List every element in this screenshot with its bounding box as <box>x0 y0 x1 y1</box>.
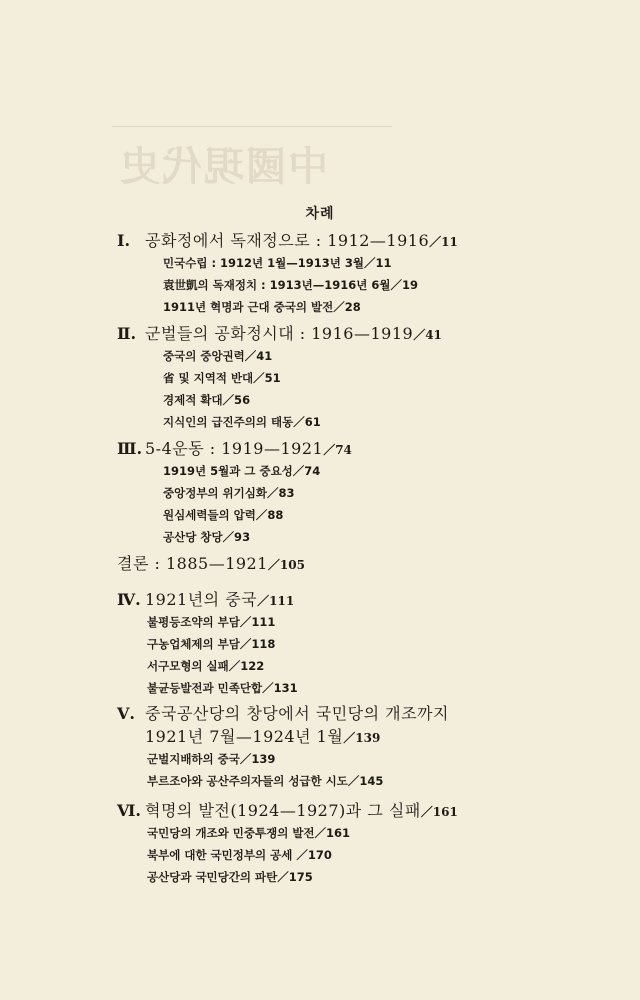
faded-stamp <box>112 126 392 193</box>
section-page: ／161 <box>314 826 351 840</box>
section-item <box>117 866 610 888</box>
section-item <box>117 633 610 655</box>
section-title: 省 및 지역적 반대 <box>163 371 254 385</box>
section-item <box>117 526 610 548</box>
section-title: 불균등발전과 민족단합 <box>147 681 263 695</box>
section-item <box>117 345 610 367</box>
section-title: 구농업체제의 부담 <box>147 637 240 651</box>
section-item <box>117 482 610 504</box>
chapter-1 <box>117 231 610 318</box>
chapter-3 <box>117 439 610 548</box>
section-title: 경제적 확대 <box>163 393 223 407</box>
section-page: ／175 <box>277 870 313 884</box>
section-page: ／131 <box>262 681 298 695</box>
section-item <box>117 252 610 274</box>
section-page: ／19 <box>390 278 419 292</box>
chapter-5 <box>117 704 610 792</box>
section-title: 서구모형의 실패 <box>147 659 229 673</box>
chapter-page: ／111 <box>257 594 295 608</box>
section-page: ／11 <box>364 256 392 270</box>
chapter-title: 결론 : 1885—1921 <box>117 554 268 573</box>
chapter-number: Ⅴ. <box>117 704 135 723</box>
chapter-page: ／11 <box>429 235 458 249</box>
section-item <box>117 822 610 844</box>
chapter-heading <box>117 704 610 724</box>
section-item <box>117 611 610 633</box>
chapter-heading <box>117 554 610 575</box>
section-page: ／61 <box>293 415 321 429</box>
chapter-page: ／105 <box>267 558 305 572</box>
section-title: 袁世凱의 독재정치 : 1913년—1916년 6월 <box>163 278 391 292</box>
section-title: 중앙정부의 위기심화 <box>163 486 267 500</box>
section-page: ／51 <box>253 371 281 385</box>
section-item <box>117 655 610 677</box>
chapter-heading-continued <box>117 727 610 748</box>
chapter-title: 1921년의 중국 <box>145 590 258 609</box>
section-title: 1911년 혁명과 근대 중국의 발전 <box>163 300 334 314</box>
section-item <box>117 296 610 318</box>
section-page: ／28 <box>333 300 361 314</box>
chapter-number: Ⅲ. <box>117 439 143 458</box>
section-title: 북부에 대한 국민정부의 공세 <box>147 848 297 862</box>
chapter-title: 중국공산당의 창당에서 국민당의 개조까지 <box>145 704 449 723</box>
section-page: ／111 <box>239 615 276 629</box>
section-item <box>117 844 610 866</box>
chapter-title: 군벌들의 공화정시대 : 1916—1919 <box>145 324 414 343</box>
chapter-heading <box>117 590 610 611</box>
section-title: 원심세력들의 압력 <box>163 508 256 522</box>
section-page: ／122 <box>228 659 265 673</box>
section-title: 국민당의 개조와 민중투쟁의 발전 <box>147 826 315 840</box>
section-item <box>117 770 610 792</box>
chapter-6 <box>117 801 610 888</box>
section-title: 민국수립 : 1912년 1월—1913년 3월 <box>163 256 365 270</box>
section-title: 군벌지배하의 중국 <box>147 752 240 766</box>
section-title: 공산당 창당 <box>163 530 223 544</box>
chapter-number: Ⅱ. <box>117 324 137 343</box>
section-item <box>117 504 610 526</box>
chapter-2 <box>117 324 610 433</box>
section-page: ／93 <box>222 530 251 544</box>
section-item <box>117 411 610 433</box>
section-title: 부르조아와 공산주의자들의 성급한 시도 <box>147 774 348 788</box>
section-page: ／139 <box>239 752 276 766</box>
chapter-number: Ⅳ. <box>117 590 141 609</box>
section-page: ／170 <box>296 848 332 862</box>
chapter-number: I. <box>117 231 131 250</box>
section-page: ／41 <box>244 349 273 363</box>
section-item <box>117 367 610 389</box>
chapter-heading <box>117 231 610 252</box>
chapter-number: Ⅵ. <box>117 801 141 820</box>
chapter-4 <box>117 590 610 699</box>
section-page: ／74 <box>292 464 321 478</box>
chapter-page: ／139 <box>343 731 381 745</box>
section-item <box>117 274 610 296</box>
section-item <box>117 748 610 770</box>
section-title: 1919년 5월과 그 중요성 <box>163 464 293 478</box>
chapter-title: 5-4운동 : 1919—1921 <box>145 439 324 458</box>
chapter-heading <box>117 801 610 822</box>
chapter-title: 혁명의 발전(1924—1927)과 그 실패 <box>145 801 421 820</box>
section-title: 지식인의 급진주의의 태동 <box>163 415 294 429</box>
chapter-title: 공화정에서 독재정으로 : 1912—1916 <box>145 231 430 250</box>
chapter-page: ／161 <box>420 805 458 819</box>
section-title: 중국의 중앙권력 <box>163 349 245 363</box>
section-title: 공산당과 국민당간의 파탄 <box>147 870 278 884</box>
chapter-page: ／74 <box>323 443 352 457</box>
section-page: ／118 <box>239 637 276 651</box>
conclusion <box>117 554 610 575</box>
toc-title: 차례 <box>305 206 335 222</box>
section-page: ／83 <box>266 486 295 500</box>
section-page: ／88 <box>255 508 284 522</box>
chapter-title-cont: 1921년 7월—1924년 1월 <box>145 727 344 746</box>
chapter-heading <box>117 324 610 345</box>
section-item <box>117 460 610 482</box>
section-title: 불평등조약의 부담 <box>147 615 240 629</box>
section-page: ／56 <box>222 393 251 407</box>
section-page: ／145 <box>347 774 384 788</box>
section-item <box>117 677 610 699</box>
stamp-text: 中國現代史 <box>118 143 328 190</box>
chapter-heading <box>117 439 610 460</box>
section-item <box>117 389 610 411</box>
chapter-page: ／41 <box>413 328 442 342</box>
